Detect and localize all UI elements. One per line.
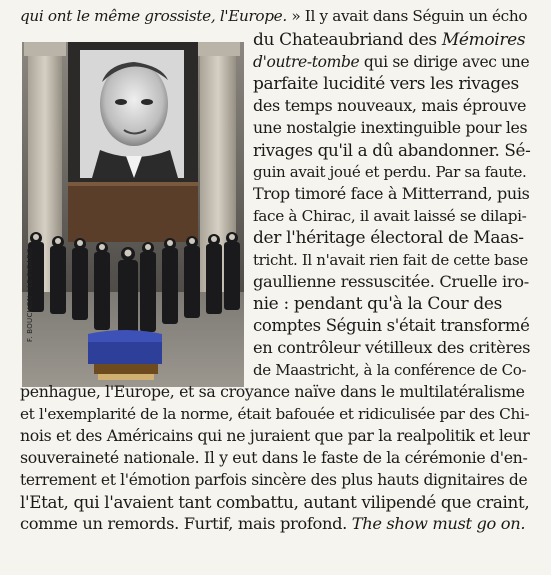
text-line: nois et des Américains qui ne juraient que par la realpolitik et leur — [20, 426, 530, 445]
text-line-italic: qui ont le même grossiste, l'Europe. — [20, 7, 287, 25]
text-line: de Maastricht, à la conférence de Co- — [253, 361, 527, 379]
flag-draped-coffin — [88, 330, 162, 380]
text-line-italic: Mémoires — [441, 30, 526, 50]
text-line: Trop timoré face à Mitterrand, puis — [253, 184, 530, 203]
text-line: comptes Séguin s'était transformé — [253, 316, 530, 335]
text-line — [20, 6, 527, 26]
text-line-italic: The show must go on. — [351, 514, 526, 533]
text-line: face à Chirac, il avait laissé se dilapi- — [253, 207, 527, 225]
text-line-part: qui se dirige avec une — [359, 53, 530, 71]
text-line: guin avait joué et perdu. Par sa faute. — [253, 163, 527, 181]
text-line: nie : pendant qu'à la Cour des — [253, 294, 502, 314]
funeral-photo — [22, 42, 244, 387]
text-line — [253, 30, 525, 50]
text-line-part: du Chateaubriand des — [253, 30, 442, 50]
text-line: rivages qu'il a dû abandonner. Sé- — [253, 140, 531, 160]
text-line: l'Etat, qui l'avaient tant combattu, autant vilipendé que craint, — [20, 492, 530, 512]
text-line-italic: d'outre-tombe — [253, 53, 360, 71]
photo-frame — [22, 42, 244, 387]
photo-credit: F. BOUCHON / LE FIGARO — [26, 247, 34, 342]
text-line: gaullienne ressuscitée. Cruelle iro- — [253, 272, 529, 291]
text-line: des temps nouveaux, mais éprouve — [253, 96, 527, 115]
text-line: souveraineté nationale. Il y eut dans le faste de la cérémonie d'en- — [20, 448, 528, 467]
text-line: terrement et l'émotion parfois sincère des plus hauts dignitaires de — [20, 471, 528, 489]
text-line-part: » Il y avait dans Séguin un écho — [286, 7, 528, 25]
text-line: tricht. Il n'avait rien fait de cette base — [253, 251, 528, 269]
text-line: et l'exemplarité de la norme, était bafouée et ridiculisée par des Chi- — [20, 405, 530, 423]
text-line — [253, 52, 529, 72]
funeral-ceremony-image — [22, 42, 244, 387]
text-line: en contrôleur vétilleux des critères — [253, 338, 531, 357]
text-line: parfaite lucidité vers les rivages — [253, 74, 519, 94]
text-line: penhague, l'Europe, et sa croyance naïve dans le multilatéralisme — [20, 382, 525, 401]
text-line-part: comme un remords. Furtif, mais profond. — [20, 514, 352, 533]
portrait-banner — [80, 50, 184, 178]
text-line: une nostalgie inextinguible pour les — [253, 118, 528, 137]
text-line: der l'héritage électoral de Maas- — [253, 228, 524, 248]
text-line — [20, 514, 525, 534]
